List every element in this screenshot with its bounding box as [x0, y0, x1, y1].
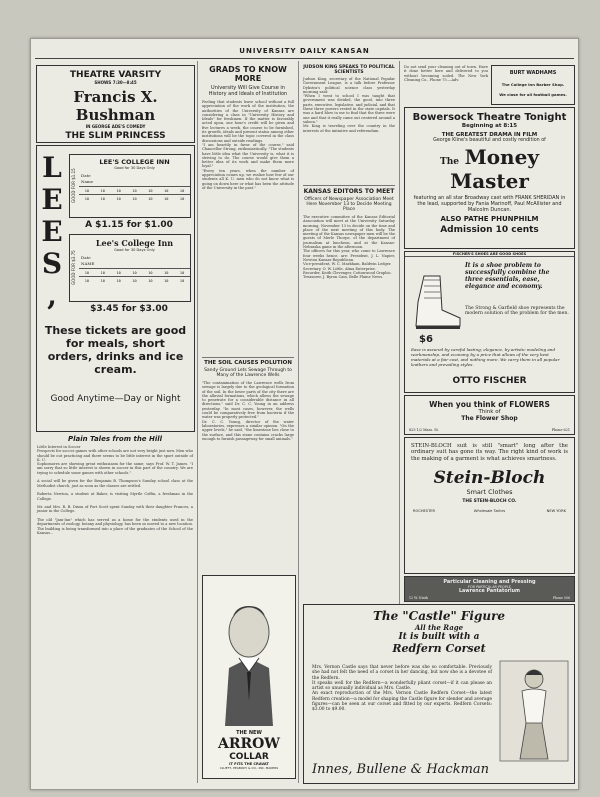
- fischer-brand: The Strong & Garfield shoe represents the modern solution of the problem for the men.: [465, 306, 569, 317]
- lees-hours: Good Anytime—Day or Night: [50, 394, 181, 404]
- editors-heading: KANSAS EDITORS TO MEET: [303, 185, 395, 195]
- punch-cell: 10: [84, 270, 90, 275]
- bowersock-theatre-ad: [404, 107, 575, 249]
- fischer-ease: Ease is assured by careful lasting; elegance, by artistic modeling and workmanship, and economy by a price that allows of the very best materials at a fair cost, and nothing more. We carry them in all popular leathers and prevailing styles.: [411, 347, 560, 367]
- lees-letter: L: [42, 151, 62, 184]
- arrow-brand: ARROW: [217, 736, 281, 752]
- punch-cell: 10: [164, 270, 169, 275]
- pantatorium-address: 12 W. Ninth: [409, 596, 429, 600]
- punch-cell: 10: [100, 278, 105, 283]
- bowersock-also: ALSO PATHE PHUNPHILM: [440, 215, 539, 223]
- grads-column: [202, 65, 294, 355]
- ticket1-name: LEE'S COLLEGE INN: [99, 158, 170, 166]
- cleaning-body: Do not send your cleaning out of town. Have it done better here and delivered to you without becoming soiled. The New York Cleaning Co., Phone 75.—Adv.: [404, 65, 490, 82]
- lees-letter: E: [41, 183, 63, 216]
- editors-body: The executive committee of the Kansas Editorial Association will meet at the University Saturday morning, November 13 to decide on the time and place of the next meeting of this body. The meeting of the Kansas newspaper men will be the guests of Merle Thorpe, of the department of journalism at luncheon, and at the Kansas-Nebraska game in the afternoon. The officers for this year, who come to Lawrence four weeks hence, are: President, J. L. Napier, Newton Kansas-Republican. Vice-president, W. C. Markham, Baldwin Ledger. Secretary, O. W. Little, Alma Enterprise. Recorder, Keith Clevenger, Cottonwood Graphic. Treasurer, J. Byron Cain, Belle Plaine News.: [303, 215, 395, 280]
- punch-cell: 10: [132, 270, 137, 275]
- ticket-375: [69, 234, 191, 302]
- editors-column: [303, 185, 395, 485]
- arrow-fits: IT FITS THE CRAVAT: [229, 762, 269, 766]
- punch-cell: 10: [132, 278, 137, 283]
- punch-cell: 10: [116, 278, 121, 283]
- film-the: The: [440, 157, 459, 167]
- punch-cell: 10: [100, 196, 105, 201]
- castle-signature: Innes, Bullene & Hackman: [312, 762, 490, 777]
- arrow-collar: COLLAR: [229, 752, 269, 762]
- punch-cell: 10: [179, 278, 185, 283]
- lees-letter: S: [41, 247, 63, 280]
- burt-line2: We close for all football games.: [499, 92, 567, 97]
- editors-subhead: Officers of Newspaper Association Meet Here November 13 to Decide Meeting Place: [304, 197, 394, 212]
- ticket2-price: $3.45 for $3.00: [90, 304, 168, 314]
- arrow-collar-ad: [202, 575, 296, 779]
- ticket2-name-label: NAME: [81, 261, 95, 266]
- stein-bloch-tailors: Wholesale Tailors: [473, 509, 506, 514]
- plain-tales-heading: Plain Tales from the Hill: [67, 435, 163, 443]
- ticket2-date-label: Date: [81, 255, 91, 260]
- stein-bloch-company: THE STEIN-BLOCH CO.: [462, 499, 517, 505]
- grads-heading: GRADS TO KNOW MORE: [209, 65, 287, 83]
- corset-figure-illustration: [500, 661, 568, 761]
- judson-heading: JUDSON KING SPEAKS TO POLITICAL SCIENTISTS: [303, 65, 395, 75]
- burt-name: BURT WADHAMS: [509, 70, 557, 76]
- theatre-title: THEATRE VARSITY: [69, 70, 162, 80]
- bowersock-drama: THE GREATEST DRAMA IN FILM: [441, 132, 538, 138]
- bowersock-cast: featuring an all star Broadway cast with FRANK SHERIDAN in the lead, supported by Fania Marinoff, Paul McAllister and Malcolm Duncan.: [413, 195, 566, 213]
- punch-cell: 10: [116, 196, 121, 201]
- castle-body: Mrs. Vernon Castle says that never before was she so comfortable. Previously she had not felt the need of a corset in her dancing, but now she is a devotee of the Redfern. It speaks well for the Redfern—a wonderfully pliant corset—if it can please an artist so unusually individual as Mrs. Castle. An exact reproduction of the Mrs. Vernon Castle Redfern Corset—the latest Redfern creation—a model for shaping the Castle figure for slender and average figures—can be seen at our corset and fitted by our experts. Redfern Corsets: $3.00 to $9.00.: [312, 665, 492, 713]
- otto-fischer-shoe-ad: [404, 251, 575, 393]
- castle-sub2: It is built with a: [398, 632, 480, 642]
- flowers-think: Think of: [478, 409, 501, 415]
- castle-title: The "Castle" Figure: [372, 609, 506, 623]
- lees-tagline: These tickets are good for meals, short orders, drinks and ice cream.: [44, 324, 187, 376]
- fischer-lead: It is a shoe problem to successfully combine the three essentials, ease, elegance and economy.: [465, 262, 550, 290]
- ticket1-price: A $1.15 for $1.00: [85, 220, 173, 230]
- theatre-play: THE SLIM PRINCESS: [65, 131, 166, 141]
- punch-row: [79, 194, 190, 202]
- fischer-price: $6: [419, 334, 433, 345]
- flower-shop-ad: [404, 395, 575, 435]
- punch-cell: 10: [148, 196, 153, 201]
- punch-cell: 10: [132, 196, 137, 201]
- flowers-phone: Phone 621: [551, 428, 570, 432]
- pantatorium-ad: [404, 576, 575, 602]
- ticket1-good: Good for 30 Days Only: [114, 166, 155, 170]
- bowersock-author: George Kline's beautiful and costly rendition of: [433, 138, 546, 143]
- burt-line1: The College Inn Barber Shop.: [501, 82, 565, 87]
- ticket2-good: Good for 30 Days Only: [114, 248, 155, 252]
- ticket1-punch-rows: [79, 186, 190, 202]
- arrow-collar-illustration: [203, 576, 295, 726]
- stein-bloch-cities: [405, 507, 574, 517]
- punch-cell: 10: [84, 188, 90, 193]
- lees-college-inn-ad: [36, 145, 195, 432]
- ticket1-date-label: Date: [81, 173, 91, 178]
- theatre-varsity-ad: [36, 65, 195, 143]
- punch-cell: 10: [179, 270, 185, 275]
- lees-letter: ,: [47, 279, 57, 312]
- punch-cell: 10: [148, 278, 153, 283]
- theatre-star: Francis X. Bushman: [73, 88, 158, 124]
- ticket2-name: Lee's College Inn: [95, 238, 174, 248]
- punch-cell: 10: [148, 188, 153, 193]
- masthead: UNIVERSITY DAILY KANSAN: [239, 47, 370, 55]
- cleaning-notice: [404, 65, 488, 105]
- ticket-115: [69, 154, 191, 218]
- castle-sub3: Redfern Corset: [392, 642, 486, 655]
- column-divider: [197, 61, 198, 783]
- punch-cell: 10: [179, 196, 185, 201]
- punch-row: [79, 276, 190, 284]
- punch-cell: 10: [84, 278, 90, 283]
- soil-subhead: Sandy Ground Lets Sewage Through to Many of the Lawrence Wells: [204, 368, 292, 378]
- punch-cell: 10: [179, 188, 185, 193]
- soil-body: "The contamination of the Lawrence wells from sewage is largely due to the geological formation of the soil. In the lower parts of the city there are the alluvial formations, which allows the sewage to penetrate for a considerable distance in all directions," said Dr. C. C. Young in an address yesterday. "In most cases, however, the wells could be comparatively free from bacteria if the water was properly protected." Dr. C. C. Young, director of the water laboratories, expresses a similar opinion. "On the upper levels," he said, "the limestone lies close to the surface, and this stone contains cracks large enough to furnish passageway for small animals.": [202, 381, 294, 441]
- pantatorium-line1: Particular Cleaning and Pressing: [443, 579, 536, 585]
- punch-cell: 10: [100, 188, 105, 193]
- masthead-rule: [35, 58, 574, 59]
- stein-bloch-logo: Stein-Bloch: [433, 468, 546, 489]
- punch-cell: 10: [84, 196, 90, 201]
- newspaper-page: [30, 38, 579, 790]
- castle-sub1: All the Rage: [414, 623, 464, 632]
- fischer-banner: FISCHER'S SHOES ARE GOOD SHOES: [405, 252, 574, 257]
- punch-cell: 10: [164, 278, 169, 283]
- ticket1-side: GOOD FOR $1.15: [71, 168, 76, 204]
- stein-bloch-lead: STEIN-BLOCH suit is still "smart" long after the ordinary suit has gone its way. The right kind of work is the making of a garment is what achieves smartness.: [411, 443, 568, 462]
- grads-subhead: University Will Give Course in History and Ideals of Institution: [208, 85, 288, 97]
- fischer-name: OTTO FISCHER: [452, 376, 527, 386]
- punch-cell: 10: [132, 188, 137, 193]
- punch-cell: 10: [164, 196, 169, 201]
- stein-bloch-city1: ROCHESTER: [413, 509, 436, 514]
- pantatorium-name: Lawrence Pantatorium: [458, 589, 521, 594]
- pantatorium-line2: FOR PARTICULAR PEOPLE: [468, 585, 511, 589]
- lees-big-letters: [40, 152, 64, 312]
- punch-cell: 10: [116, 270, 121, 275]
- redfern-castle-corset-ad: [303, 604, 575, 784]
- plain-tales-column: [37, 435, 193, 783]
- shoe-illustration: [410, 272, 462, 332]
- theatre-shows: SHOWS 7:30—8:45: [94, 80, 137, 85]
- judson-body: Judson King, secretary of the National Popular Government League, is a talk before Professor Dykstra's political science class yesterday morning said: "When I went to school I was taught that government was divided, the good, into three parts, executive, legislative, and judicial, and that these three powers rested in the state capitals. It was a hard blow to me to find that the three were one and that it really came out centered around a saloon." Mr. King is traveling over the country in the interests of the initiative and referendum.: [303, 77, 395, 133]
- bowersock-film-title: [405, 145, 574, 193]
- punch-cell: 10: [116, 188, 121, 193]
- punch-cell: 10: [164, 188, 169, 193]
- bowersock-title: Bowersock Theatre Tonight: [412, 112, 567, 123]
- flowers-headline: When you think of FLOWERS: [429, 400, 550, 409]
- arrow-the-new: THE NEW: [236, 730, 262, 736]
- pantatorium-phone: Phone 506: [552, 596, 570, 600]
- column-divider: [298, 61, 299, 783]
- punch-row: [79, 268, 190, 276]
- burt-wadhams-ad: [491, 65, 575, 105]
- punch-cell: 10: [100, 270, 105, 275]
- stein-bloch-sub: Smart Clothes: [466, 488, 513, 497]
- flowers-shop: The Flower Shop: [461, 415, 518, 422]
- stein-bloch-city2: NEW YORK: [546, 509, 566, 514]
- soil-column: [202, 357, 294, 567]
- ticket2-punch-rows: [79, 268, 190, 284]
- stein-bloch-ad: [404, 437, 575, 574]
- bowersock-admission: Admission 10 cents: [440, 225, 539, 235]
- bowersock-begin: Beginning at 8:15: [461, 123, 518, 129]
- lees-letter: E: [41, 215, 63, 248]
- ticket2-side: GOOD FOR $3.75: [71, 250, 76, 286]
- ticket1-name-label: Name: [81, 179, 94, 184]
- theatre-in-line: IN GEORGE ADE'S COMEDY: [85, 124, 146, 129]
- grads-body: Feeling that students leave school without a full appreciation of the work of the institution, the authorities of the University of Kansas are considering a class in "University History and Ideals" for freshmen. If the matter is favorably acted upon, one hour's credit will be given and five lectures a week, the course to be furnished, its growth, ideals and present status among other institutions will be the topic covered in the class discussions and outside readings. "I am heartily in favor of the course," said Chancellor Strong, enthusiastically. "The students have little idea what the University is, what it is striving to do. The course would give them a better idea of its work and make them more loyal." "Every ten years, when the number of appreciation comes up, we realize how few of our students all K. U. men who do not know what is going on down here or what has been the attitude of the University in the past.": [202, 100, 294, 190]
- arrow-maker: CLUETT, PEABODY & CO., INC. MAKERS: [219, 766, 279, 770]
- soil-heading: THE SOIL CAUSES POLUTION: [202, 357, 294, 366]
- plain-tales-body: Little Interest in Soccer Prospects for soccer games with other schools are not very bright just now. Men who should be out practicing and there seems to be little interest in the sport outside of K. U. Sophomores are showing great enthusiasm for the same; says Prof. W. T. James. "I am sorry that so little interest is shown in soccer in this part of the country. We are trying to schedule some games with other schools." A social will be given for the Benjamin B. Thompson's Sunday school class at the Methodist church, just as soon as the classes are settled. Roberta Newton, a student at Baker, is visiting Myrtle Coffin, a freshman in the College. Mr. and Mrs. R. B. Dixon of Fort Scott spent Sunday with their daughter Frances, a junior in the College. The old "Jam-Inn" which has served as a home for the students used in the departments of zoology, botany and physiology, has been so moved to a new location. The building is being transformed into a place of the graduates of the School of the Kansas...: [37, 445, 193, 535]
- film-name: Money Master: [450, 145, 539, 193]
- punch-row: [79, 186, 190, 194]
- judson-column: [303, 65, 395, 183]
- punch-cell: 10: [148, 270, 153, 275]
- flowers-address: 825 1/2 Mass. St.: [409, 428, 439, 432]
